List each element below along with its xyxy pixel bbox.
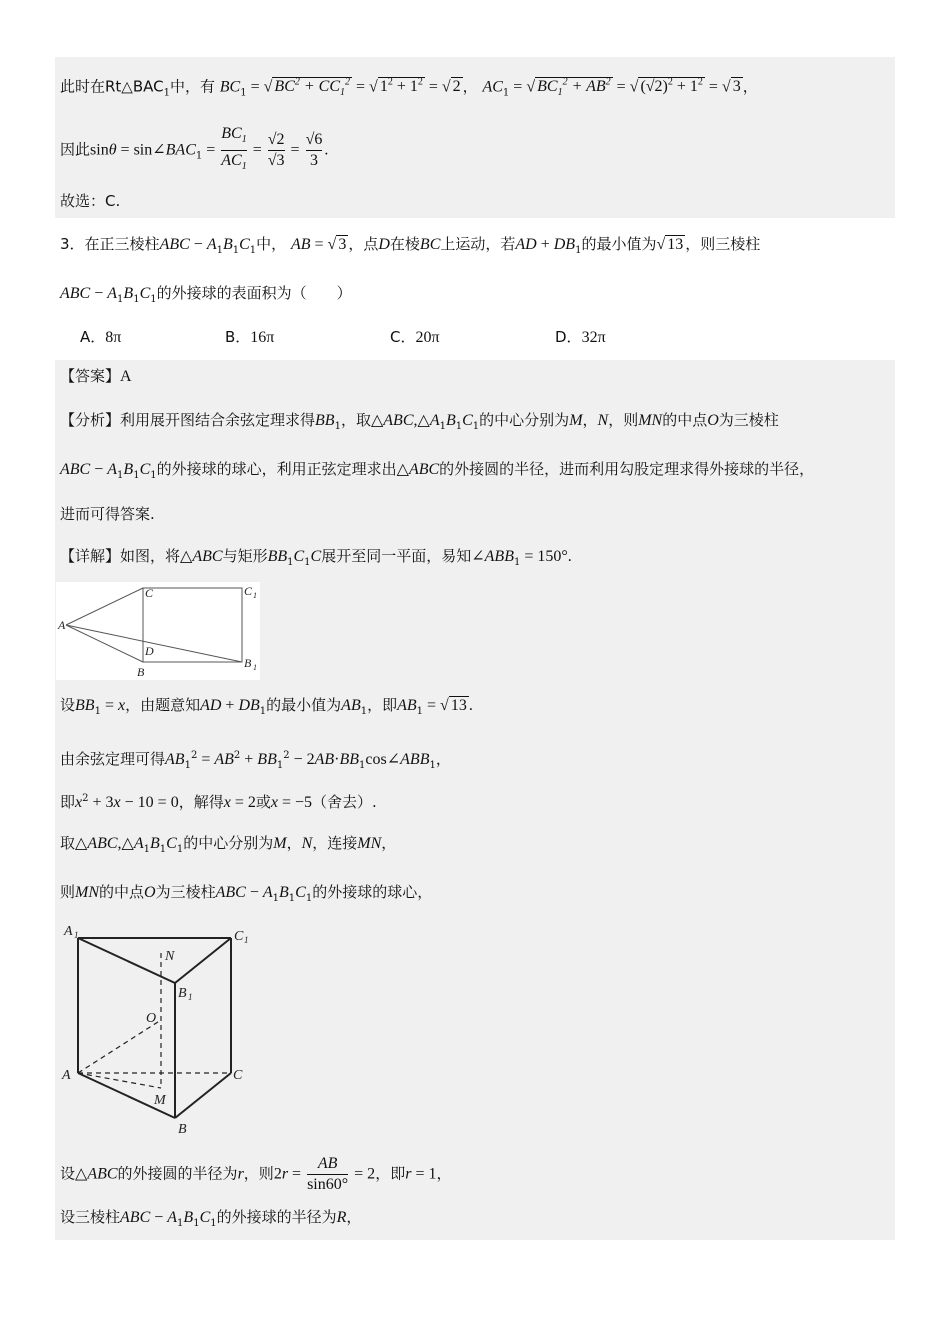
prev-line-1-mid: 中，有 <box>169 77 215 96</box>
prev-line-3: 故选：C. <box>60 192 121 210</box>
fig2-label-n: N <box>165 949 175 964</box>
detail-line-2: 设$BB_1 = x$，由题意知AD + $DB_1$的最小值为$AB_1$，即$AB_1$ = √ 13 . <box>60 696 473 717</box>
option-c[interactable]: C．20π <box>390 328 440 346</box>
option-b[interactable]: B．16π <box>225 328 275 346</box>
fig1-label-b: B <box>137 665 145 679</box>
analysis-line-3: 进而可得答案. <box>60 505 155 523</box>
prism-figure <box>58 920 258 1138</box>
question-line-1: 3．在正三棱柱ABC − $A_1B_1C_1$中， AB = √ 3 ，点D在棱BC上运动，若AD + $DB_1$的最小值为√ 13 ，则三棱柱 <box>60 235 761 256</box>
fig1-label-b1: B <box>244 656 252 670</box>
analysis-line-1: 【分析】利用展开图结合余弦定理求得$BB_1$，取$\triangle ABC,\triangle A_1B_1C_1$的中心分别为M，N，则MN的中点O为三棱柱 <box>60 411 779 432</box>
svg-text:1: 1 <box>188 992 193 1002</box>
detail-line-7: 设△ABC的外接圆的半径为r，则2r = $\frac{AB}{\sin 60^\circ}$ = 2，即r = 1， <box>60 1155 452 1193</box>
analysis-tag: 【分析】 <box>60 411 121 429</box>
detail-line-1: 【详解】如图，将△ABC与矩形$BB_1C_1C$展开至同一平面，易知$\angle ABB_1 = 150^\circ$. <box>60 547 572 568</box>
prev-line-1: 此时在$Rt\triangle BAC_1$中，有 $BC_1$ = √ $BC^2 + CC_1^2$ = √ $1^2 + 1^2$ = √ 2 ， $AC_1$ = √ $BC_1^2 + AB^2$ = √ $(√2)^2 + 1^2$ = √ 3 ， <box>60 77 758 99</box>
detail-line-8: 设三棱柱ABC − $A_1B_1C_1$的外接球的半径为R， <box>60 1208 362 1229</box>
answer-tag: 【答案】 <box>60 367 121 385</box>
fig2-label-a: A <box>62 1068 71 1083</box>
detail-tag: 【详解】 <box>60 547 121 565</box>
prev-line-2-prefix: 因此 <box>60 140 91 159</box>
analysis-line-2: ABC − $A_1B_1C_1$的外接球的球心，利用正弦定理求出△ABC的外接圆的半径，进而利用勾股定理求得外接球的半径， <box>60 460 815 481</box>
prev-line-2: 因此$\sin\theta = \sin\angle BAC_1$ = $\frac{BC_1}{AC_1}$ = $\frac{√2}{√3}$ = $\frac{√6}{3}$ . <box>60 124 328 177</box>
answer-line <box>60 365 132 388</box>
question-line-2: ABC − $A_1B_1C_1$的外接球的表面积为（ ） <box>60 284 352 305</box>
fig2-label-c: C <box>233 1068 243 1083</box>
detail-line-4: 即$x^2 + 3x - 10 = 0$，解得x = 2或x = −5（舍去）. <box>60 793 377 811</box>
option-a[interactable]: A．8π <box>80 328 122 346</box>
fig2-label-b: B <box>178 1122 187 1137</box>
detail-line-5: 取$\triangle ABC,\triangle A_1B_1C_1$的中心分别为M，N，连接MN， <box>60 834 397 855</box>
fig2-label-m: M <box>154 1093 166 1108</box>
fig2-label-c1: C <box>234 929 244 944</box>
question-number: 3． <box>60 235 85 253</box>
unfolded-figure <box>56 582 260 680</box>
svg-text:1: 1 <box>74 930 79 940</box>
fig1-label-c: C <box>145 586 154 600</box>
svg-text:1: 1 <box>253 663 257 672</box>
option-d[interactable]: D．32π <box>555 328 606 346</box>
fig2-label-a1: A <box>64 924 73 939</box>
fig1-label-c1: C <box>244 584 253 598</box>
svg-text:1: 1 <box>244 935 249 945</box>
fig1-label-d: D <box>145 644 154 658</box>
detail-line-6: 则MN的中点O为三棱柱ABC − $A_1B_1C_1$的外接球的球心， <box>60 883 433 904</box>
detail-line-3: 由余弦定理可得$AB_1^2 = AB^2 + BB_1^2$ − $2AB\cdot BB_1\cos\angle ABB_1$， <box>60 750 451 771</box>
fig2-label-b1: B <box>178 986 187 1001</box>
answer-value: A <box>120 368 132 385</box>
fig2-label-o: O <box>146 1011 157 1026</box>
fig1-label-a: A <box>58 618 66 632</box>
prev-line-1-prefix: 此时在Rt△BAC <box>60 77 164 96</box>
svg-text:1: 1 <box>253 591 257 600</box>
